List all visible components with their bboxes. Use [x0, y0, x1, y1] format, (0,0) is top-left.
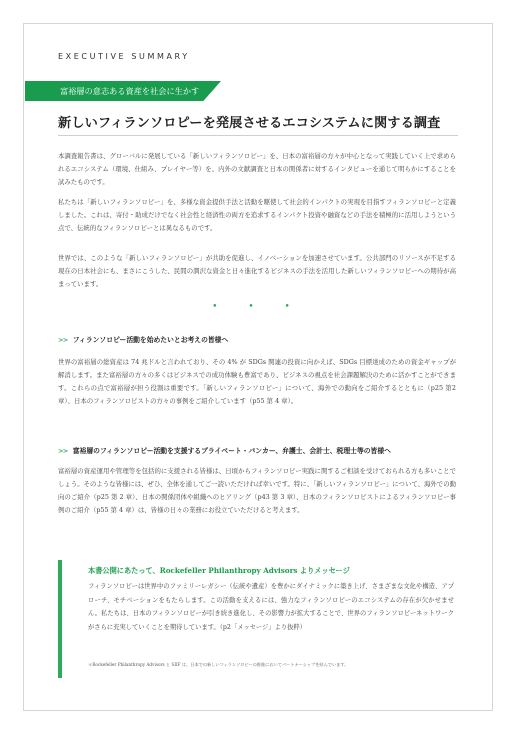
- section-label: EXECUTIVE SUMMARY: [58, 52, 190, 61]
- banner-text: 富裕層の意志ある資産を社会に生かす: [60, 86, 200, 96]
- intro-paragraph-3: 世界では、このような「新しいフィランソロピー」が共助を促進し、イノベーションを加速させています。公共部門のリソースが不足する現在の日本社会にも、まさにこうした、民間の潤沢な資金と日々進化するビジネスの手法を活用した新しいフィランソロピーへの期待が高まっています。: [58, 254, 456, 288]
- section-body-2: 富裕層の資産運用や管理等を包括的に支援される皆様は、日頃からフィランソロピー実践に関するご相談を受けておられる方も多いことでしょう。そのような皆様には、ぜひ、全体を通してご一読いただければ幸いです。特に、「新しいフィランソロピー」について、海外での動向のご紹介（p25 第 2 章）、日本の関係団体や組織へのヒアリング（p43 第 3 章）、日本のフィランソロピストによるフィランソロピー事例のご紹介（p55 第 4 章）は、皆様の日々の業務にお役立ていただけると考えます。: [58, 467, 456, 514]
- page-title: 新しいフィランソロピーを発展させるエコシステムに関する調査: [58, 116, 441, 131]
- dot-divider: • • •: [212, 302, 304, 312]
- title-divider: [58, 135, 458, 136]
- section-heading-1: [58, 334, 228, 344]
- section-heading-text: 富裕層のフィランソロピー活動を支援するプライベート・バンカー、弁護士、会計士、税理士等の皆様へ: [72, 447, 391, 455]
- message-body: フィランソロピーは世界中のファミリーレガシー（伝統や遺産）を豊かにダイナミックに築き上げ、さまざまな文化や構造、アプローチ、モチベーションをもたらします。この活動を支えるには、強力なフィランソロピーのエコシステムの存在が欠かせません。私たちは、日本のフィランソロピーが引き続き進化し、その影響力が拡大することで、世界のフィランソロピーネットワークがさらに充実していくことを期待しています。（p2「メッセージ」より抜粋）: [88, 583, 454, 631]
- chevron-marker-icon: >>: [58, 336, 68, 344]
- message-footnote: ＊Rockefeller Philanthropy Advisors と SIIF は、日本での新しいフィランソロピーの推進においてパートナーシップを結んでいます。: [88, 662, 349, 667]
- section-heading-2: [58, 445, 391, 455]
- section-body-1: 世界の富裕層の総資産は 74 兆ドルと言われており、その 4% が SDGs 関連の投資に向かえば、SDGs 目標達成のための資金ギャップが解消します。また富裕層の方々の多くはビジネスでの成功体験も豊富であり、ビジネスの視点を社会課題解決のために活かすことができます。これらの点で富裕層が担う役割は重要です。「新しいフィランソロピー」について、海外での動向をご紹介するとともに（p25 第2章）、日本のフィランソロピストの方々の事例をご紹介しています（p55 第 4 章）。: [58, 358, 456, 405]
- chevron-marker-icon: >>: [58, 447, 68, 455]
- message-heading: 本書公開にあたって、Rockefeller Philanthropy Advisors よりメッセージ: [88, 566, 350, 575]
- section-heading-text: フィランソロピー活動を始めたいとお考えの皆様へ: [72, 336, 229, 344]
- intro-paragraph-1: 本調査報告書は、グローバルに発展している「新しいフィランソロピー」を、日本の富裕層の方々が中心となって実践していく上で求められるエコシステム（環境、仕組み、プレイヤー等）を、内外の文献調査と日本の関係者に対するインタビューを通じて明らかにすることを試みたものです。: [58, 152, 456, 186]
- intro-paragraph-2: 私たちは「新しいフィランソロピー」を、多様な資金提供手法と活動を駆使して社会的インパクトの実現を目指すフィランソロピーと定義しました。これは、寄付・助成だけでなく社会性と経済性の両方を追求するインパクト投資や融資などの手法を積極的に活用しようという点で、伝統的なフィランソロピーとは異なるものです。: [58, 198, 456, 232]
